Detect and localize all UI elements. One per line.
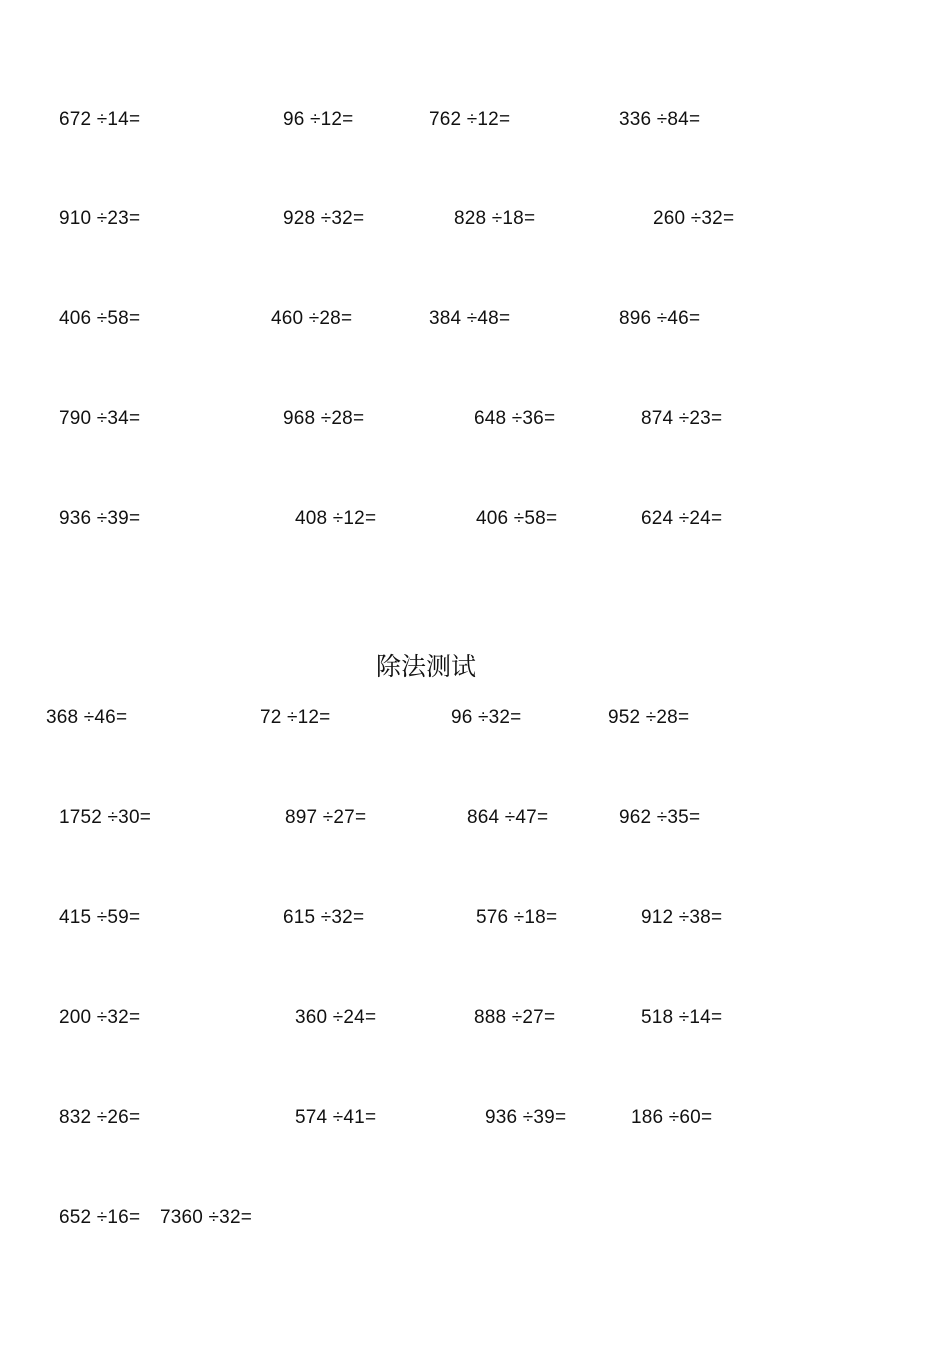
division-problem: 968 ÷28= — [283, 408, 365, 429]
division-problem: 72 ÷12= — [260, 707, 331, 728]
division-problem: 384 ÷48= — [429, 308, 511, 329]
division-problem: 912 ÷38= — [641, 907, 723, 928]
division-problem: 615 ÷32= — [283, 907, 365, 928]
division-problem: 200 ÷32= — [59, 1007, 141, 1028]
division-problem: 576 ÷18= — [476, 907, 558, 928]
division-problem: 408 ÷12= — [295, 508, 377, 529]
division-problem: 406 ÷58= — [476, 508, 558, 529]
division-problem: 897 ÷27= — [285, 807, 367, 828]
division-problem: 368 ÷46= — [46, 707, 128, 728]
division-problem: 896 ÷46= — [619, 308, 701, 329]
division-problem: 910 ÷23= — [59, 208, 141, 229]
division-problem: 336 ÷84= — [619, 109, 701, 130]
division-problem: 96 ÷12= — [283, 109, 354, 130]
division-problem: 672 ÷14= — [59, 109, 141, 130]
division-problem: 574 ÷41= — [295, 1107, 377, 1128]
division-problem: 874 ÷23= — [641, 408, 723, 429]
division-problem: 832 ÷26= — [59, 1107, 141, 1128]
division-problem: 828 ÷18= — [454, 208, 536, 229]
division-problem: 952 ÷28= — [608, 707, 690, 728]
division-problem: 518 ÷14= — [641, 1007, 723, 1028]
division-problem: 888 ÷27= — [474, 1007, 556, 1028]
division-problem: 928 ÷32= — [283, 208, 365, 229]
division-problem: 96 ÷32= — [451, 707, 522, 728]
division-problem: 186 ÷60= — [631, 1107, 713, 1128]
division-problem: 936 ÷39= — [485, 1107, 567, 1128]
division-problem: 415 ÷59= — [59, 907, 141, 928]
division-problem: 652 ÷16= — [59, 1207, 141, 1228]
division-problem: 406 ÷58= — [59, 308, 141, 329]
division-problem: 790 ÷34= — [59, 408, 141, 429]
division-problem: 624 ÷24= — [641, 508, 723, 529]
division-problem: 7360 ÷32= — [160, 1207, 253, 1228]
division-problem: 648 ÷36= — [474, 408, 556, 429]
section-title: 除法测试 — [376, 652, 477, 681]
division-problem: 962 ÷35= — [619, 807, 701, 828]
division-problem: 260 ÷32= — [653, 208, 735, 229]
division-problem: 762 ÷12= — [429, 109, 511, 130]
division-problem: 460 ÷28= — [271, 308, 353, 329]
division-problem: 864 ÷47= — [467, 807, 549, 828]
division-problem: 360 ÷24= — [295, 1007, 377, 1028]
division-problem: 1752 ÷30= — [59, 807, 152, 828]
division-problem: 936 ÷39= — [59, 508, 141, 529]
